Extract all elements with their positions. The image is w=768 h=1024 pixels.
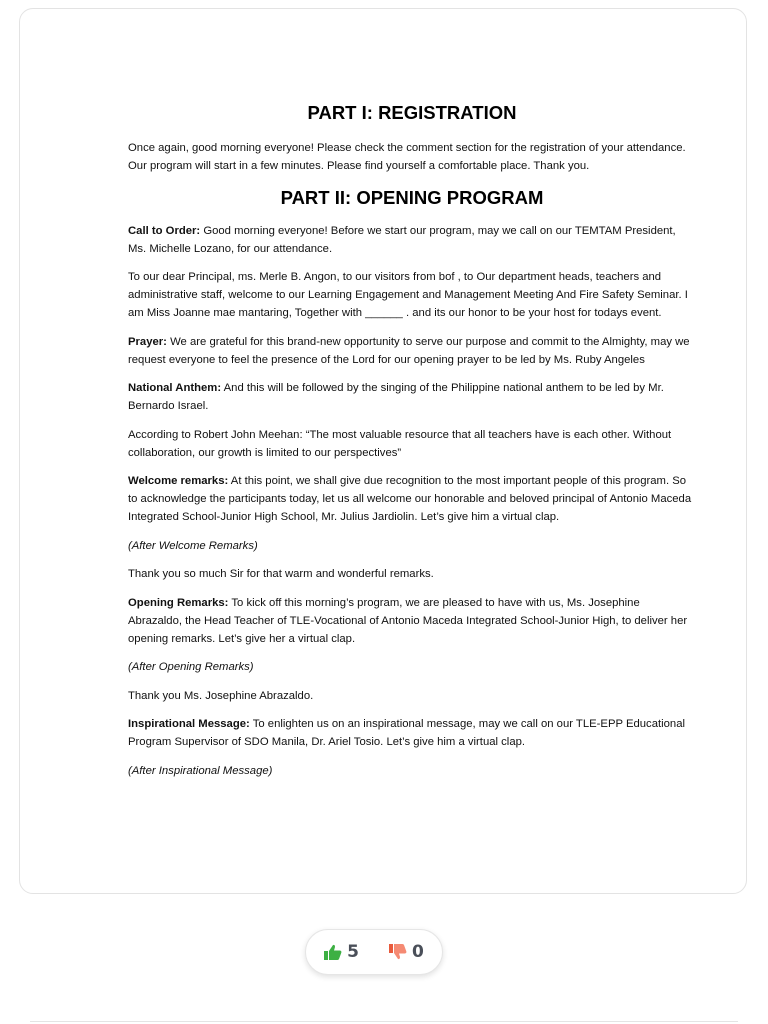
divider: [30, 1021, 738, 1022]
opening-remarks-paragraph: [128, 594, 696, 648]
upvote-count: 5: [347, 942, 359, 962]
call-to-order-paragraph: [128, 222, 696, 258]
after-opening-note: (After Opening Remarks): [128, 661, 254, 673]
thumbs-up-icon: [324, 944, 342, 960]
opening-remarks-label: Opening Remarks:: [128, 596, 229, 609]
downvote-count: 0: [412, 942, 424, 962]
anthem-label: National Anthem:: [128, 382, 222, 394]
opening-remarks-text: To kick off this morning’s program, we are pleased to have with us, Ms. Josephine Abrazaldo, the Head Teacher of TLE-Vocational of Antonio Maceda Integrated School-Junior High, to deliver her opening remarks. Let’s give her a virtual clap.: [128, 596, 688, 645]
thanks-josephine-paragraph: Thank you Ms. Josephine Abrazaldo.: [128, 689, 314, 702]
after-inspirational-note: (After Inspirational Message): [128, 764, 273, 777]
inspirational-paragraph: [128, 715, 696, 751]
anthem-text: And this will be followed by the singing of the Philippine national anthem to be led by Mr. Bernardo Israel.: [128, 382, 664, 412]
inspirational-label: Inspirational Message:: [128, 718, 250, 730]
part1-paragraph: Once again, good morning everyone! Please check the comment section for the registration of your attendance. Our program will start in a few minutes. Please find yourself a comfortable place. Thank you.: [128, 142, 686, 172]
after-welcome-note: (After Welcome Remarks): [128, 539, 258, 552]
vote-bar: [305, 929, 443, 975]
welcome-remarks-paragraph: [128, 472, 696, 526]
document-content: [128, 99, 696, 790]
prayer-text: We are grateful for this brand-new opportunity to serve our purpose and commit to the Almighty, may we request everyone to feel the presence of the Lord for our opening prayer to be led by Ms. Ruby Angeles: [128, 335, 690, 366]
upvote-button[interactable]: [324, 942, 359, 962]
thanks-sir-paragraph: Thank you so much Sir for that warm and wonderful remarks.: [128, 568, 434, 580]
welcome-paragraph: To our dear Principal, ms. Merle B. Angon, to our visitors from bof , to Our department heads, teachers and administrative staff, welcome to our Learning Engagement and Management Meeting And Fire Safety Seminar. I am Miss Joanne mae mantaring, Together with ______ . and its our honor to be your host for todays event.: [128, 271, 688, 319]
call-to-order-text: Good morning everyone! Before we start our program, may we call on our TEMTAM President, Ms. Michelle Lozano, for our attendance.: [128, 224, 676, 255]
document-card: [19, 8, 747, 894]
thumbs-down-icon: [389, 944, 407, 960]
quote-paragraph: According to Robert John Meehan: “The most valuable resource that all teachers have is each other. Without collaboration, our growth is limited to our perspectives”: [128, 428, 672, 459]
welcome-remarks-label: Welcome remarks:: [128, 475, 229, 487]
prayer-paragraph: [128, 333, 696, 369]
inspirational-text: To enlighten us on an inspirational message, may we call on our TLE-EPP Educational Program Supervisor of SDO Manila, Dr. Ariel Tosio. Let’s give him a virtual clap.: [128, 718, 685, 748]
call-to-order-label: Call to Order:: [128, 224, 201, 237]
part2-heading: PART II: OPENING PROGRAM: [280, 186, 544, 208]
prayer-label: Prayer:: [128, 335, 167, 348]
downvote-button[interactable]: [389, 942, 424, 962]
welcome-remarks-text: At this point, we shall give due recognition to the most important people of this program. So to acknowledge the participants today, let us all welcome our honorable and beloved principal of Antonio Maceda Integrated School-Junior High School, Mr. Julius Jardiolin. Let’s give him a virtual clap.: [128, 475, 692, 523]
anthem-paragraph: [128, 379, 696, 415]
part1-heading: PART I: REGISTRATION: [307, 102, 517, 123]
